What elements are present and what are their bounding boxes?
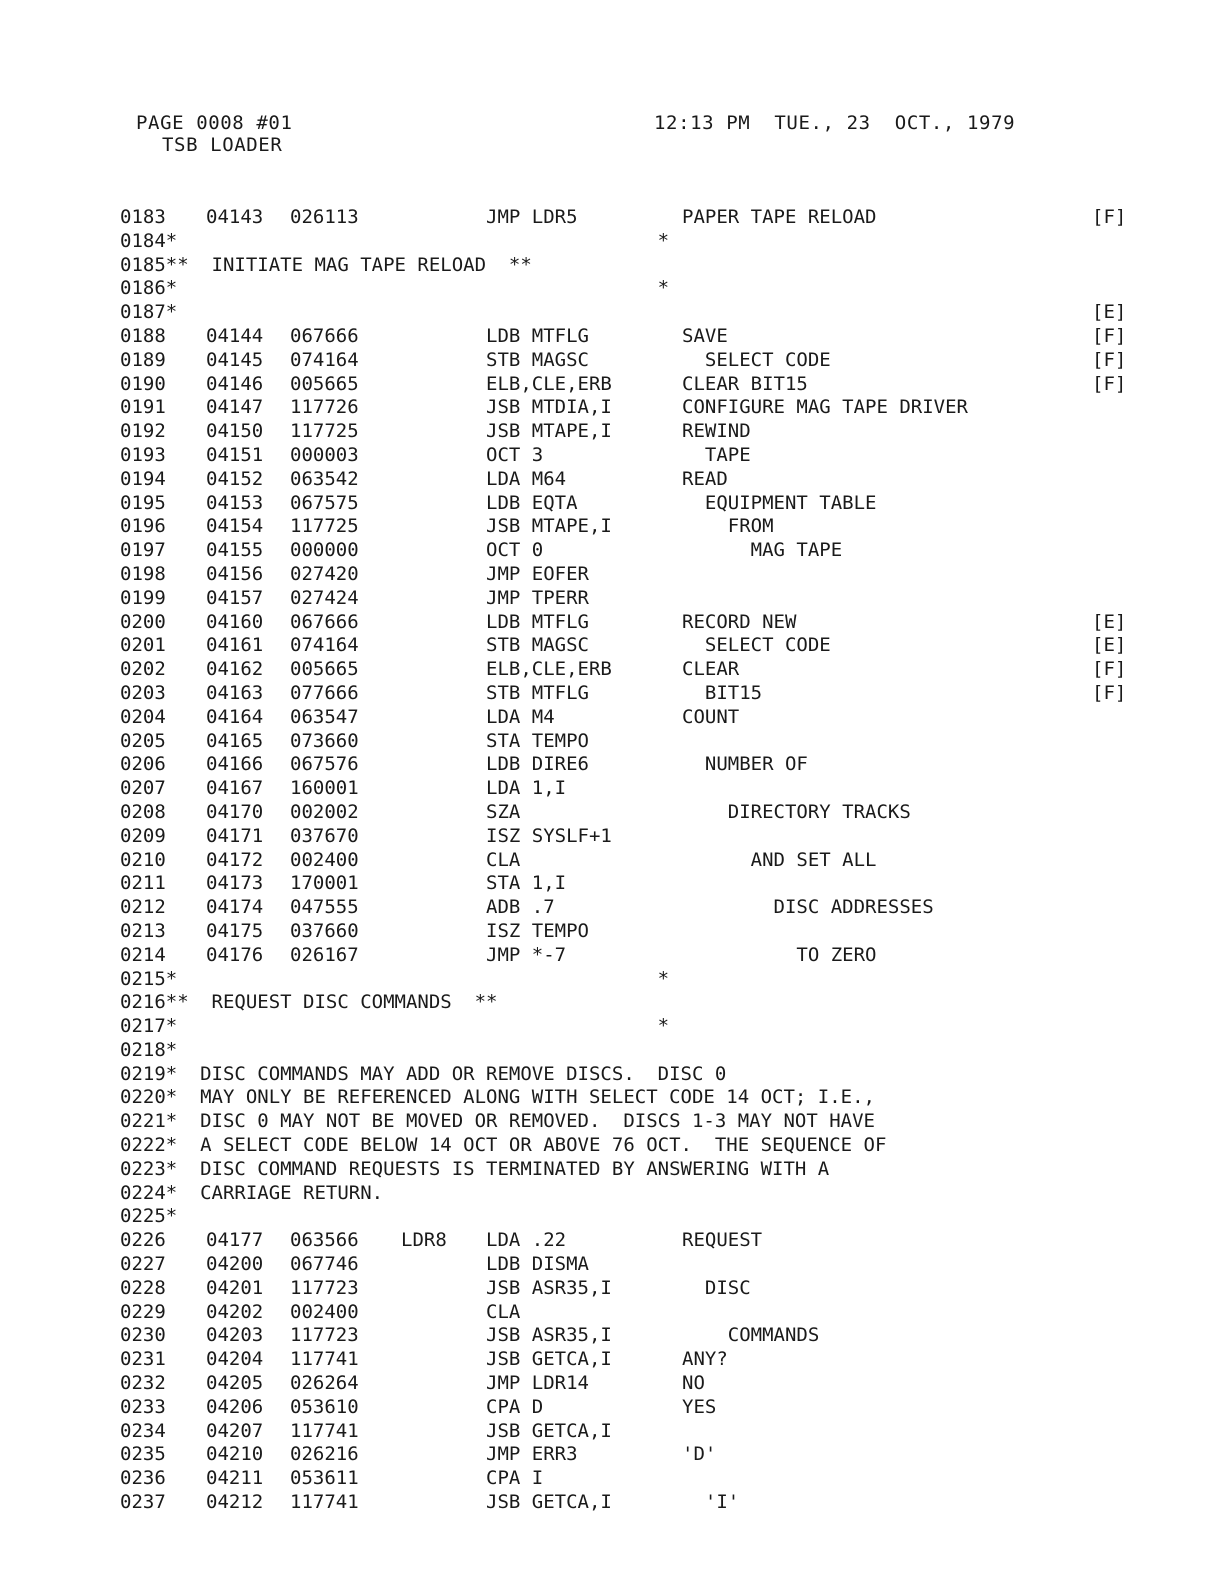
object-code: 067666 — [290, 324, 359, 347]
address: 04164 — [206, 705, 264, 728]
listing-line — [120, 301, 1150, 325]
address: 04157 — [206, 586, 264, 609]
listing-line — [120, 206, 1150, 230]
address: 04170 — [206, 800, 264, 823]
line-number: 0209 — [120, 824, 166, 847]
listing-line — [120, 730, 1150, 754]
line-number: 0211 — [120, 872, 166, 895]
line-number: 0236 — [120, 1467, 166, 1490]
instruction: ADB .7 — [486, 896, 555, 919]
line-text: 0219* DISC COMMANDS MAY ADD OR REMOVE DISCS. DISC 0 — [120, 1062, 727, 1085]
object-code: 117723 — [290, 1276, 359, 1299]
line-text: 0220* MAY ONLY BE REFERENCED ALONG WITH SELECT CODE 14 OCT; I.E., — [120, 1086, 875, 1109]
address: 04146 — [206, 372, 264, 395]
address: 04201 — [206, 1276, 264, 1299]
listing-line — [120, 468, 1150, 492]
listing-line — [120, 1015, 1150, 1039]
listing-line — [120, 658, 1150, 682]
object-code: 026216 — [290, 1443, 359, 1466]
instruction: LDB DISMA — [486, 1253, 589, 1276]
listing-line — [120, 1396, 1150, 1420]
listing-line — [120, 396, 1150, 420]
object-code: 002002 — [290, 800, 359, 823]
line-number: 0234 — [120, 1419, 166, 1442]
listing-line — [120, 492, 1150, 516]
line-number: 0235 — [120, 1443, 166, 1466]
listing-line — [120, 1253, 1150, 1277]
address: 04172 — [206, 848, 264, 871]
address: 04173 — [206, 872, 264, 895]
address: 04212 — [206, 1491, 264, 1514]
comment: READ — [682, 467, 728, 490]
listing-line — [120, 706, 1150, 730]
listing-line — [120, 1110, 1150, 1134]
instruction: ISZ TEMPO — [486, 919, 589, 942]
line-number: 0205 — [120, 729, 166, 752]
listing-line — [120, 920, 1150, 944]
line-number: 0189 — [120, 348, 166, 371]
comment: COMMANDS — [682, 1324, 820, 1347]
instruction: ISZ SYSLF+1 — [486, 824, 612, 847]
comment: COUNT — [682, 705, 740, 728]
object-code: 073660 — [290, 729, 359, 752]
line-number: 0197 — [120, 539, 166, 562]
instruction: JMP EOFER — [486, 562, 589, 585]
address: 04156 — [206, 562, 264, 585]
object-code: 117725 — [290, 515, 359, 538]
address: 04162 — [206, 658, 264, 681]
line-text: 0221* DISC 0 MAY NOT BE MOVED OR REMOVED. DISCS 1-3 MAY NOT HAVE — [120, 1110, 875, 1133]
assembly-listing — [120, 206, 1150, 1515]
instruction: STA TEMPO — [486, 729, 589, 752]
listing-line — [120, 515, 1150, 539]
listing-line — [120, 1420, 1150, 1444]
object-code: 027424 — [290, 586, 359, 609]
listing-line — [120, 1301, 1150, 1325]
listing-line — [120, 1205, 1150, 1229]
address: 04144 — [206, 324, 264, 347]
address: 04155 — [206, 539, 264, 562]
line-text: 0225* — [120, 1205, 178, 1228]
line-number: 0233 — [120, 1395, 166, 1418]
revision-flag: [F] — [1092, 324, 1127, 347]
object-code: 117725 — [290, 420, 359, 443]
object-code: 037670 — [290, 824, 359, 847]
line-number: 0227 — [120, 1253, 166, 1276]
object-code: 063542 — [290, 467, 359, 490]
instruction: JSB GETCA,I — [486, 1419, 612, 1442]
listing-line — [120, 373, 1150, 397]
line-number: 0190 — [120, 372, 166, 395]
instruction: LDA M4 — [486, 705, 555, 728]
object-code: 117741 — [290, 1348, 359, 1371]
listing-line — [120, 539, 1150, 563]
line-text: 0184* * — [120, 229, 670, 252]
listing-line — [120, 1086, 1150, 1110]
instruction: JSB GETCA,I — [486, 1491, 612, 1514]
listing-line — [120, 896, 1150, 920]
address: 04166 — [206, 753, 264, 776]
line-text: 0217* * — [120, 1015, 670, 1038]
object-code: 074164 — [290, 634, 359, 657]
object-code: 074164 — [290, 348, 359, 371]
listing-line — [120, 872, 1150, 896]
line-number: 0193 — [120, 443, 166, 466]
object-code: 160001 — [290, 777, 359, 800]
line-text: 0222* A SELECT CODE BELOW 14 OCT OR ABOVE 76 OCT. THE SEQUENCE OF — [120, 1134, 887, 1157]
listing-line — [120, 1063, 1150, 1087]
timestamp: 12:13 PM TUE., 23 OCT., 1979 — [654, 112, 1016, 134]
revision-flag: [E] — [1092, 610, 1127, 633]
instruction: LDB MTFLG — [486, 324, 589, 347]
listing-line — [120, 230, 1150, 254]
address: 04207 — [206, 1419, 264, 1442]
address: 04163 — [206, 681, 264, 704]
instruction: LDA 1,I — [486, 777, 567, 800]
line-text: 0186* * — [120, 277, 670, 300]
line-number: 0212 — [120, 896, 166, 919]
comment: REWIND — [682, 420, 751, 443]
object-code: 077666 — [290, 681, 359, 704]
instruction: JMP *-7 — [486, 943, 567, 966]
revision-flag: [F] — [1092, 658, 1127, 681]
instruction: JSB MTAPE,I — [486, 420, 612, 443]
address: 04174 — [206, 896, 264, 919]
listing-line — [120, 1039, 1150, 1063]
line-number: 0226 — [120, 1229, 166, 1252]
listing-line — [120, 801, 1150, 825]
listing-line — [120, 634, 1150, 658]
instruction: CLA — [486, 848, 521, 871]
line-text: 0215* * — [120, 967, 670, 990]
listing-line — [120, 349, 1150, 373]
object-code: 170001 — [290, 872, 359, 895]
line-number: 0201 — [120, 634, 166, 657]
instruction: LDB DIRE6 — [486, 753, 589, 776]
listing-line — [120, 1443, 1150, 1467]
comment: CLEAR — [682, 658, 740, 681]
instruction: CLA — [486, 1300, 521, 1323]
line-number: 0196 — [120, 515, 166, 538]
instruction: JSB ASR35,I — [486, 1276, 612, 1299]
address: 04204 — [206, 1348, 264, 1371]
comment: DISC — [682, 1276, 751, 1299]
line-number: 0214 — [120, 943, 166, 966]
comment: ANY? — [682, 1348, 728, 1371]
comment: CLEAR BIT15 — [682, 372, 808, 395]
comment: TAPE — [682, 443, 751, 466]
object-code: 026113 — [290, 206, 359, 228]
listing-line — [120, 849, 1150, 873]
label: LDR8 — [401, 1229, 447, 1252]
listing-line — [120, 1372, 1150, 1396]
address: 04203 — [206, 1324, 264, 1347]
instruction: CPA I — [486, 1467, 544, 1490]
address: 04210 — [206, 1443, 264, 1466]
line-number: 0228 — [120, 1276, 166, 1299]
comment: EQUIPMENT TABLE — [682, 491, 877, 514]
instruction: LDA .22 — [486, 1229, 567, 1252]
address: 04202 — [206, 1300, 264, 1323]
listing-line — [120, 611, 1150, 635]
comment: SELECT CODE — [682, 634, 831, 657]
address: 04175 — [206, 919, 264, 942]
line-number: 0208 — [120, 800, 166, 823]
instruction: OCT 0 — [486, 539, 544, 562]
line-number: 0203 — [120, 681, 166, 704]
address: 04167 — [206, 777, 264, 800]
instruction: ELB,CLE,ERB — [486, 372, 612, 395]
address: 04200 — [206, 1253, 264, 1276]
address: 04206 — [206, 1395, 264, 1418]
listing-line — [120, 277, 1150, 301]
line-number: 0237 — [120, 1491, 166, 1514]
listing-line — [120, 444, 1150, 468]
revision-flag: [F] — [1092, 348, 1127, 371]
object-code: 002400 — [290, 1300, 359, 1323]
address: 04160 — [206, 610, 264, 633]
instruction: STB MTFLG — [486, 681, 589, 704]
comment: SAVE — [682, 324, 728, 347]
instruction: JSB MTAPE,I — [486, 515, 612, 538]
object-code: 053611 — [290, 1467, 359, 1490]
line-number: 0195 — [120, 491, 166, 514]
comment: MAG TAPE — [682, 539, 843, 562]
listing-line — [120, 777, 1150, 801]
object-code: 117741 — [290, 1419, 359, 1442]
instruction: STB MAGSC — [486, 634, 589, 657]
instruction: JSB ASR35,I — [486, 1324, 612, 1347]
comment: 'I' — [682, 1491, 740, 1514]
listing-line — [120, 1134, 1150, 1158]
listing-line — [120, 254, 1150, 278]
address: 04143 — [206, 206, 264, 228]
comment: CONFIGURE MAG TAPE DRIVER — [682, 396, 968, 419]
address: 04154 — [206, 515, 264, 538]
listing-line — [120, 1324, 1150, 1348]
comment: DISC ADDRESSES — [682, 896, 934, 919]
line-number: 0183 — [120, 206, 166, 228]
line-number: 0199 — [120, 586, 166, 609]
instruction: LDB EQTA — [486, 491, 578, 514]
revision-flag: [F] — [1092, 206, 1127, 228]
line-number: 0232 — [120, 1372, 166, 1395]
instruction: JMP LDR14 — [486, 1372, 589, 1395]
instruction: LDA M64 — [486, 467, 567, 490]
instruction: JSB MTDIA,I — [486, 396, 612, 419]
line-text: 0185** INITIATE MAG TAPE RELOAD ** — [120, 253, 532, 276]
line-text: 0223* DISC COMMAND REQUESTS IS TERMINATED BY ANSWERING WITH A — [120, 1157, 830, 1180]
listing-line — [120, 1182, 1150, 1206]
line-number: 0210 — [120, 848, 166, 871]
line-number: 0230 — [120, 1324, 166, 1347]
line-number: 0231 — [120, 1348, 166, 1371]
comment: NO — [682, 1372, 705, 1395]
object-code: 026264 — [290, 1372, 359, 1395]
instruction: LDB MTFLG — [486, 610, 589, 633]
listing-line — [120, 991, 1150, 1015]
program-title: TSB LOADER — [162, 134, 283, 156]
object-code: 005665 — [290, 658, 359, 681]
instruction: JMP TPERR — [486, 586, 589, 609]
object-code: 117723 — [290, 1324, 359, 1347]
object-code: 117726 — [290, 396, 359, 419]
line-text: 0216** REQUEST DISC COMMANDS ** — [120, 991, 498, 1014]
line-number: 0192 — [120, 420, 166, 443]
object-code: 117741 — [290, 1491, 359, 1514]
revision-flag: [E] — [1092, 634, 1127, 657]
object-code: 037660 — [290, 919, 359, 942]
object-code: 000003 — [290, 443, 359, 466]
revision-flag: [E] — [1092, 301, 1127, 324]
revision-flag: [F] — [1092, 681, 1127, 704]
instruction: STB MAGSC — [486, 348, 589, 371]
object-code: 053610 — [290, 1395, 359, 1418]
line-number: 0207 — [120, 777, 166, 800]
address: 04151 — [206, 443, 264, 466]
object-code: 005665 — [290, 372, 359, 395]
instruction: STA 1,I — [486, 872, 567, 895]
comment: 'D' — [682, 1443, 717, 1466]
address: 04152 — [206, 467, 264, 490]
listing-line — [120, 753, 1150, 777]
object-code: 026167 — [290, 943, 359, 966]
listing-line — [120, 682, 1150, 706]
instruction: JMP LDR5 — [486, 206, 578, 228]
address: 04205 — [206, 1372, 264, 1395]
listing-line — [120, 825, 1150, 849]
object-code: 047555 — [290, 896, 359, 919]
instruction: CPA D — [486, 1395, 544, 1418]
line-number: 0206 — [120, 753, 166, 776]
listing-line — [120, 1158, 1150, 1182]
comment: AND SET ALL — [682, 848, 877, 871]
comment: YES — [682, 1395, 717, 1418]
address: 04177 — [206, 1229, 264, 1252]
listing-line — [120, 1467, 1150, 1491]
object-code: 027420 — [290, 562, 359, 585]
object-code: 000000 — [290, 539, 359, 562]
address: 04153 — [206, 491, 264, 514]
listing-line — [120, 420, 1150, 444]
line-number: 0204 — [120, 705, 166, 728]
comment: RECORD NEW — [682, 610, 797, 633]
line-number: 0202 — [120, 658, 166, 681]
line-number: 0200 — [120, 610, 166, 633]
address: 04145 — [206, 348, 264, 371]
instruction: OCT 3 — [486, 443, 544, 466]
page-label: PAGE 0008 #01 — [136, 112, 293, 134]
line-text: 0218* — [120, 1038, 178, 1061]
address: 04147 — [206, 396, 264, 419]
listing-line — [120, 563, 1150, 587]
listing-line — [120, 587, 1150, 611]
listing-line — [120, 1277, 1150, 1301]
comment: FROM — [682, 515, 774, 538]
line-text: 0187* — [120, 301, 178, 324]
instruction: JMP ERR3 — [486, 1443, 578, 1466]
address: 04161 — [206, 634, 264, 657]
object-code: 063566 — [290, 1229, 359, 1252]
object-code: 002400 — [290, 848, 359, 871]
line-number: 0198 — [120, 562, 166, 585]
address: 04211 — [206, 1467, 264, 1490]
listing-line — [120, 325, 1150, 349]
instruction: ELB,CLE,ERB — [486, 658, 612, 681]
comment: DIRECTORY TRACKS — [682, 800, 911, 823]
address: 04150 — [206, 420, 264, 443]
comment: SELECT CODE — [682, 348, 831, 371]
instruction: SZA — [486, 800, 521, 823]
address: 04165 — [206, 729, 264, 752]
comment: NUMBER OF — [682, 753, 808, 776]
listing-line — [120, 1229, 1150, 1253]
comment: PAPER TAPE RELOAD — [682, 206, 877, 228]
listing-line — [120, 944, 1150, 968]
revision-flag: [F] — [1092, 372, 1127, 395]
line-number: 0213 — [120, 919, 166, 942]
object-code: 067575 — [290, 491, 359, 514]
line-text: 0224* CARRIAGE RETURN. — [120, 1181, 384, 1204]
line-number: 0229 — [120, 1300, 166, 1323]
listing-line — [120, 1348, 1150, 1372]
listing-line — [120, 1491, 1150, 1515]
comment: BIT15 — [682, 681, 763, 704]
object-code: 063547 — [290, 705, 359, 728]
address: 04176 — [206, 943, 264, 966]
object-code: 067746 — [290, 1253, 359, 1276]
object-code: 067666 — [290, 610, 359, 633]
line-number: 0191 — [120, 396, 166, 419]
line-number: 0188 — [120, 324, 166, 347]
line-number: 0194 — [120, 467, 166, 490]
instruction: JSB GETCA,I — [486, 1348, 612, 1371]
listing-line — [120, 968, 1150, 992]
comment: REQUEST — [682, 1229, 763, 1252]
comment: TO ZERO — [682, 943, 877, 966]
object-code: 067576 — [290, 753, 359, 776]
address: 04171 — [206, 824, 264, 847]
